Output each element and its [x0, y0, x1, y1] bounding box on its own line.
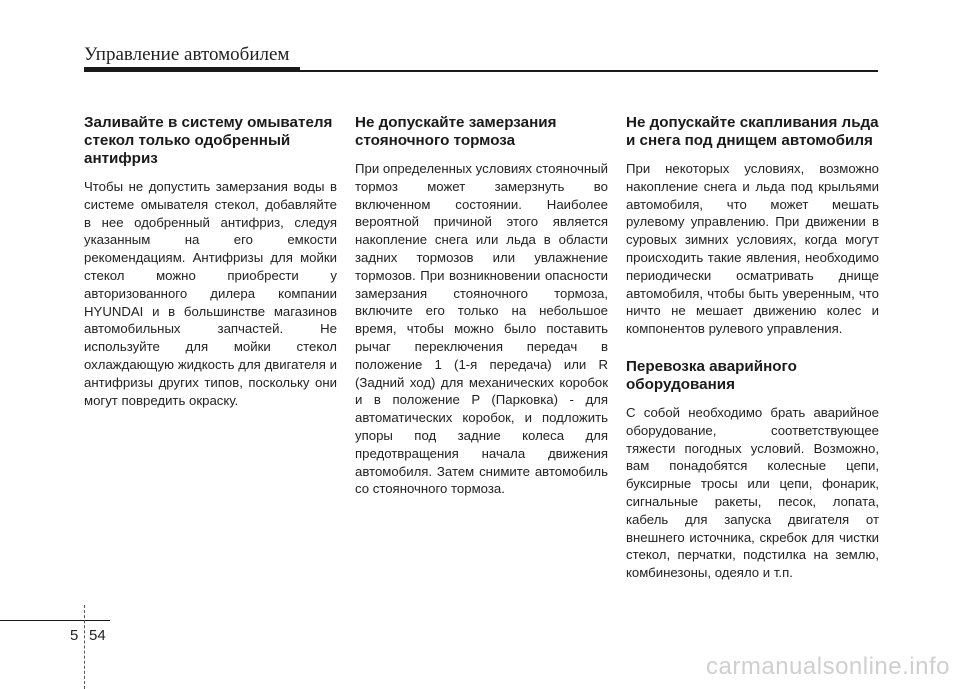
section-heading-emergency-equipment: Перевозка аварийного оборудования — [626, 357, 797, 393]
watermark: carmanualsonline.info — [706, 653, 950, 680]
section-text-washer-antifreeze: Чтобы не допустить замерзания воды в системе омывателя стекол, добавляйте в нее одобренный антифриз, следуя указанным на его емкости рекомендациям. Антифризы для мойки стекол можно приобрести у авторизованного дилера компании HYUNDAI и в большинстве магазинов автомобильных запчастей. Не используйте для мойки стекол охлаждающую жидкость для двигателя и антифризы других типов, поскольку они могут повредить окраску. — [84, 179, 337, 408]
section-text-parking-brake: При определенных условиях стояночный тормоз может замерзнуть во включенном состоянии. Наиболее вероятной причиной этого является накопление снега или льда в области задних тормозов или увлажнение тормозов. При возникновении опасности замерзания стояночного тормоза, включите его только на небольшое время, чтобы можно было поставить рычаг переключения передач в положение 1 (1-я передача) или R (Задний ход) для механических коробок и в положение P (Парковка) - для автоматических коробок, и подложить упоры под задние колеса для предотвращения начала движения автомобиля. Затем снимите автомобиль со стояночного тормоза. — [355, 161, 608, 497]
header-title: Управление автомобилем — [84, 44, 290, 65]
section-text-emergency-equipment: С собой необходимо брать аварийное оборудование, соответствующее тяжести погодных условий. Возможно, вам понадобятся колесные цепи, буксирные тросы или цепи, фонарик, сигнальные ракеты, песок, лопата, кабель для запуска двигателя от внешнего источника, скребок для чистки стекол, перчатки, подстилка на землю, комбинезоны, одеяло и т.п. — [626, 404, 879, 581]
footer-divider — [84, 605, 86, 689]
footer-rule — [0, 620, 110, 621]
column-2 — [355, 114, 608, 510]
page-number: 54 — [89, 627, 106, 644]
chapter-number: 5 — [70, 627, 79, 644]
section-text-ice-under-car: При некоторых условиях, возможно накопление снега и льда под крыльями автомобиля, что может мешать рулевому управлению. При движении в суровых зимних условиях, когда могут происходить такие явления, необходимо периодически осматривать днище автомобиля, чтобы быть уверенным, что ничто не мешает движению колес и компонентов рулевого управления. — [626, 161, 879, 337]
column-1 — [84, 114, 337, 421]
section-heading-parking-brake: Не допускайте замерзания стояночного тормоза — [355, 114, 557, 149]
header-rule-thick — [84, 67, 300, 72]
section-heading-washer-antifreeze: Заливайте в систему омывателя стекол только одобренный антифриз — [84, 114, 333, 167]
header-rule-thin — [300, 70, 878, 72]
column-3 — [626, 114, 879, 594]
section-heading-ice-under-car: Не допускайте скапливания льда и снега под днищем автомобиля — [626, 114, 879, 149]
